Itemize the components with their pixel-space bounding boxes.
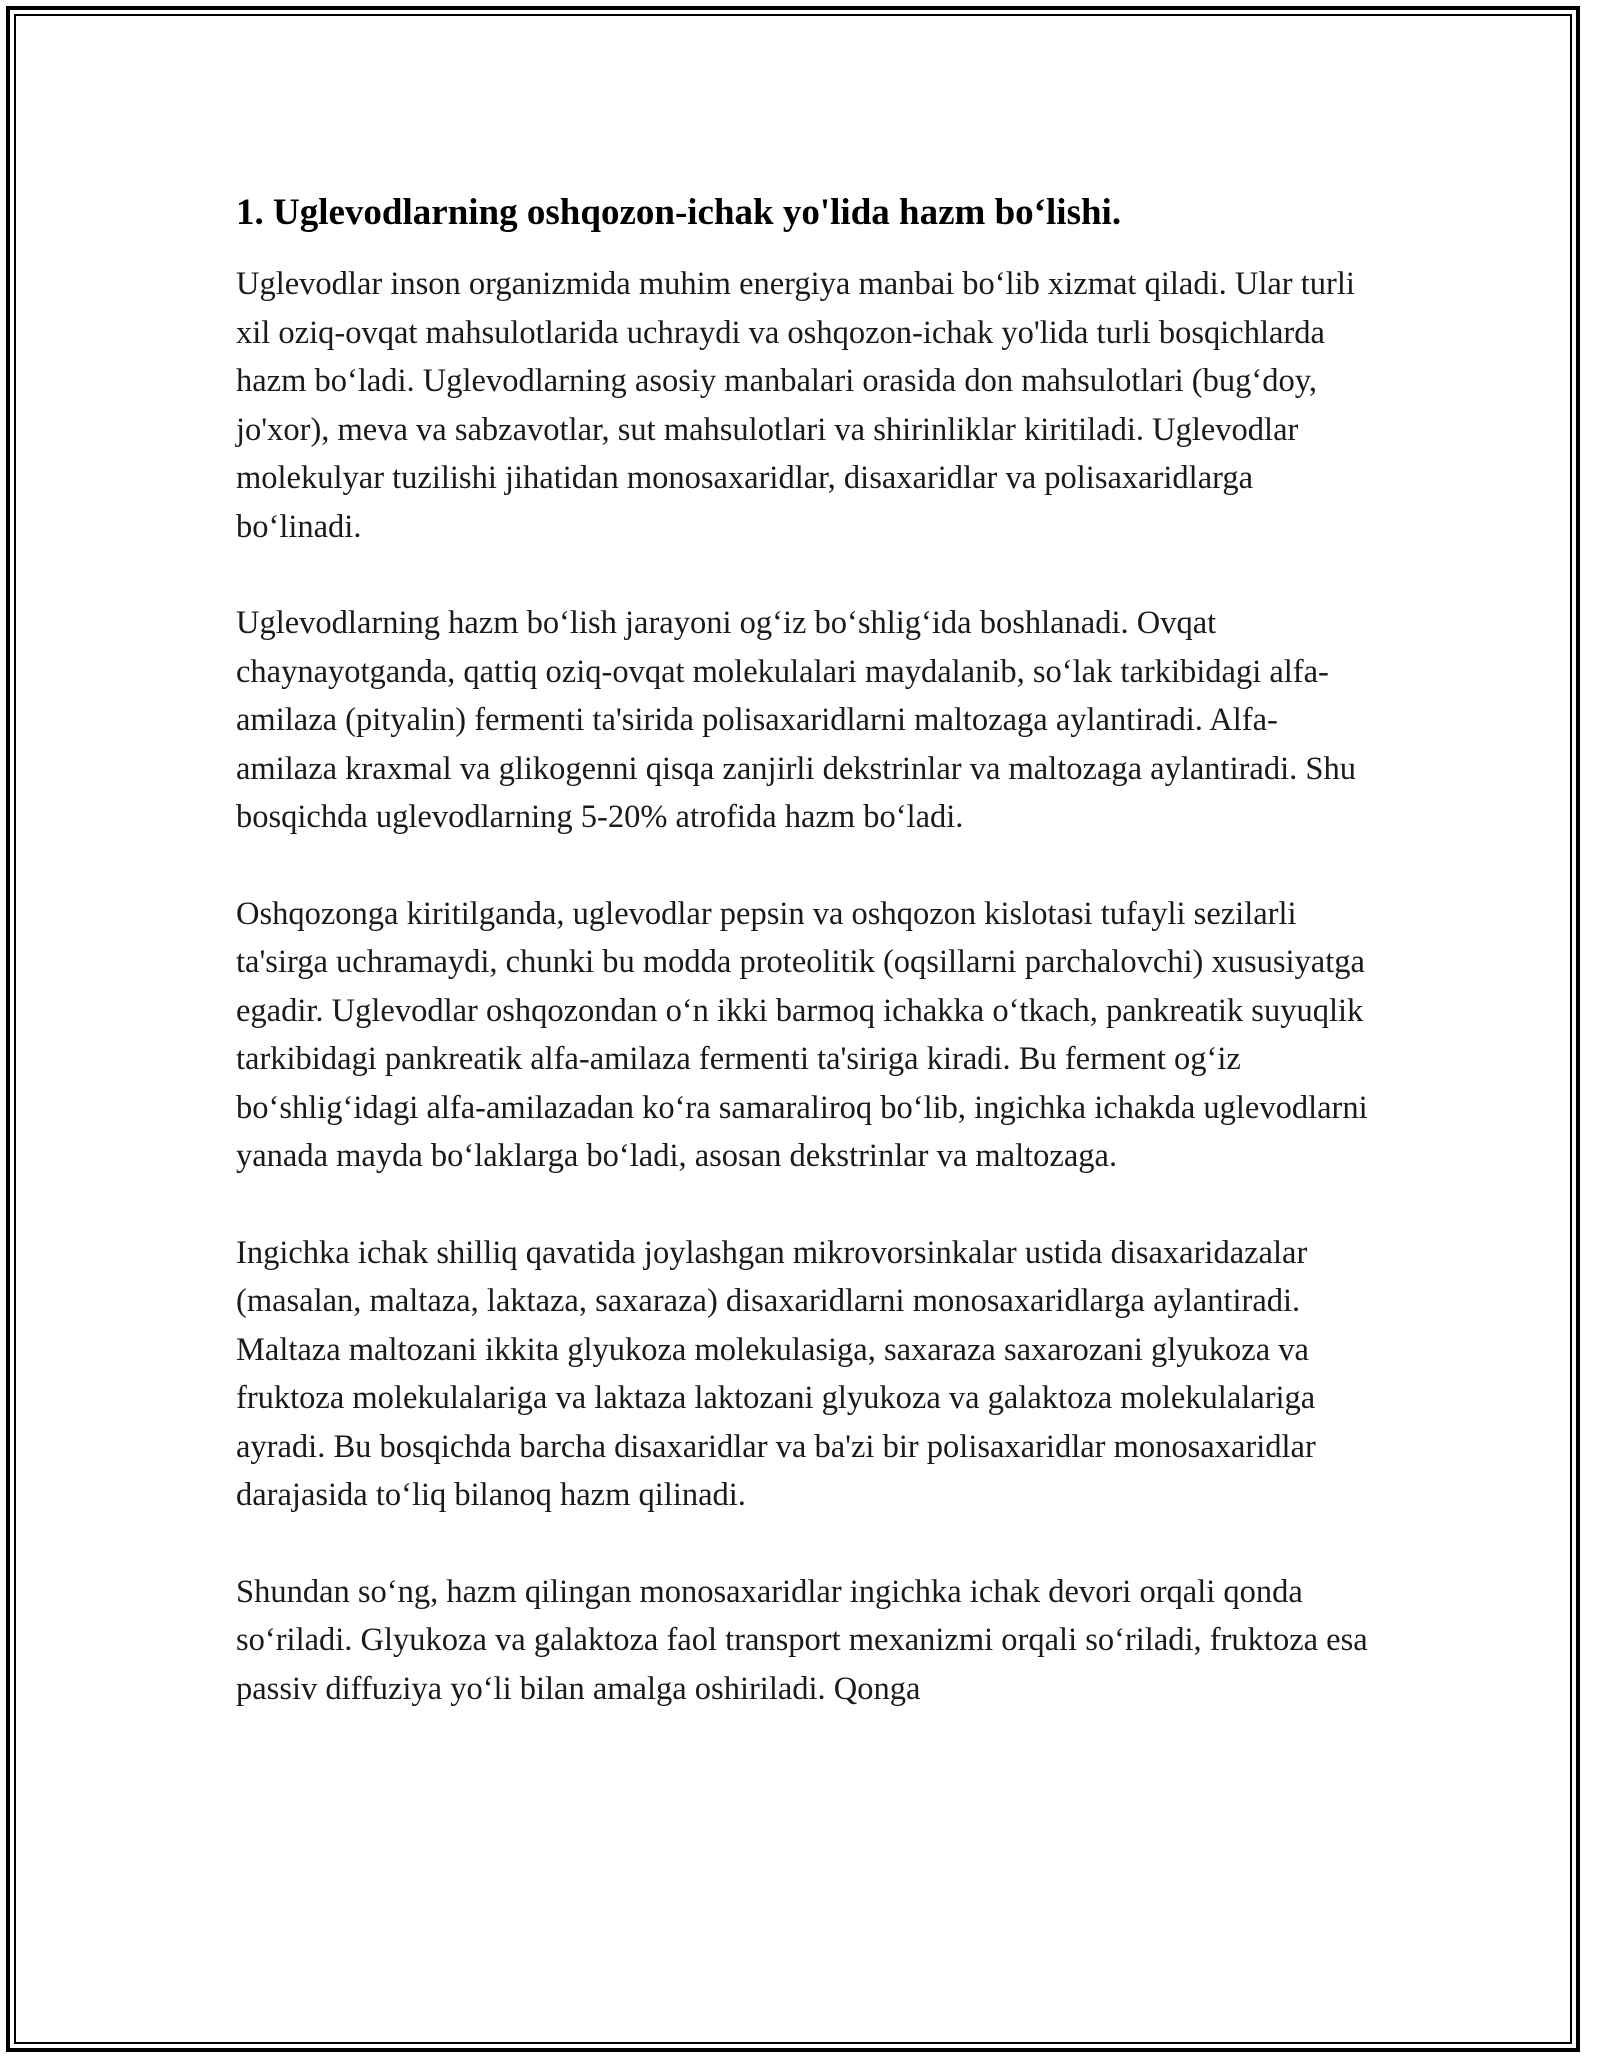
paragraph-5: Shundan so‘ng, hazm qilingan monosaxaridlar ingichka ichak devori orqali qonda so‘riladi. Glyukoza va galaktoza faol transport mexanizmi orqali so‘riladi, fruktoza esa passiv diffuziya yo‘li bilan amalga oshiriladi. Qonga — [236, 1573, 1368, 1707]
paragraph-2: Uglevodlarning hazm bo‘lish jarayoni og‘iz bo‘shlig‘ida boshlanadi. Ovqat chaynayotganda, qattiq oziq-ovqat molekulalari maydalanib, so‘lak tarkibidagi alfa-amilaza (pityalin) fermenti ta'sirida polisaxaridlarni maltozaga aylantiradi. Alfa-amilaza kraxmal va glikogenni qisqa zanjirli dekstrinlar va maltozaga aylantiradi. Shu bosqichda uglevodlarning 5-20% atrofida hazm bo‘ladi. — [236, 605, 1356, 835]
document-body — [236, 188, 1376, 1761]
paragraph-4: Ingichka ichak shilliq qavatida joylashgan mikrovorsinkalar ustida disaxaridazalar (masalan, maltaza, laktaza, saxaraza) disaxaridlarni monosaxaridlarga aylantiradi. Maltaza maltozani ikkita glyukoza molekulasiga, saxaraza saxarozani glyukoza va fruktoza molekulalariga va laktaza laktozani glyukoza va galaktoza molekulalariga ayradi. Bu bosqichda barcha disaxaridlar va ba'zi bir polisaxaridlar monosaxaridlar darajasida to‘liq bilanoq hazm qilinadi. — [236, 1234, 1316, 1513]
paragraph-3: Oshqozonga kiritilganda, uglevodlar pepsin va oshqozon kislotasi tufayli sezilarli ta'sirga uchramaydi, chunki bu modda proteolitik (oqsillarni parchalovchi) xususiyatga egadir. Uglevodlar oshqozondan o‘n ikki barmoq ichakka o‘tkach, pankreatik suyuqlik tarkibidagi pankreatik alfa-amilaza fermenti ta'siriga kiradi. Bu ferment og‘iz bo‘shlig‘idagi alfa-amilazadan ko‘ra samaraliroq bo‘lib, ingichka ichakda uglevodlarni yanada mayda bo‘laklarga bo‘ladi, asosan dekstrinlar va maltozaga. — [236, 895, 1368, 1174]
paragraph-1: Uglevodlar inson organizmida muhim energiya manbai bo‘lib xizmat qiladi. Ular turli xil oziq-ovqat mahsulotlarida uchraydi va oshqozon-ichak yo'lida turli bosqichlarda hazm bo‘ladi. Uglevodlarning asosiy manbalari orasida don mahsulotlari (bug‘doy, jo'xor), meva va sabzavotlar, sut mahsulotlari va shirinliklar kiritiladi. Uglevodlar molekulyar tuzilishi jihatidan monosaxaridlar, disaxaridlar va polisaxaridlarga bo‘linadi. — [236, 266, 1355, 545]
section-heading: 1. Uglevodlarning oshqozon-ichak yo'lida hazm bo‘lishi. — [236, 192, 1122, 233]
